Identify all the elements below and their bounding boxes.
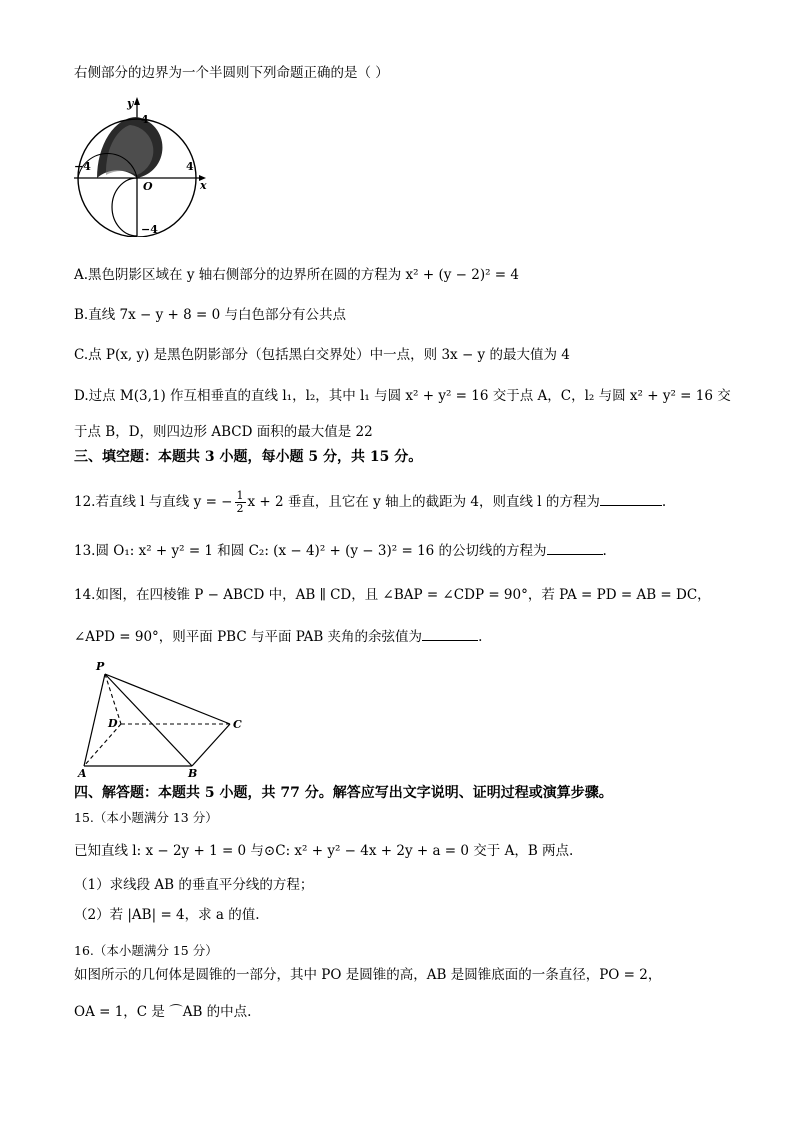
q15-stem: 已知直线 l: x − 2y + 1 = 0 与⊙C: x² + y² − 4x + 2y + a = 0 交于 A，B 两点. <box>74 843 574 859</box>
edge-pb <box>105 674 192 766</box>
option-c: C.点 P(x, y) 是黑色阴影部分（包括黑白交界处）中一点，则 3x − y 的最大值为 4 <box>74 347 570 363</box>
lower-inner-arc <box>112 178 137 236</box>
q15-header: 15.（本小题满分 13 分） <box>74 810 218 825</box>
label-top-4: 4 <box>141 113 149 126</box>
q14-answer-blank[interactable] <box>422 628 478 641</box>
label-y: y <box>127 97 134 110</box>
label-c: C <box>233 718 242 731</box>
intro-line: 右侧部分的边界为一个半圆则下列命题正确的是（ ） <box>74 65 389 81</box>
q12-end: . <box>661 494 667 510</box>
question-13 <box>74 542 607 560</box>
q12-numerator: 1 <box>236 489 244 502</box>
q12-pre: 12.若直线 l 与直线 y = − <box>74 494 233 510</box>
edge-pc <box>105 674 230 724</box>
y-axis-arrow <box>134 97 140 105</box>
question-14-line2 <box>74 628 482 646</box>
label-bottom-neg4: −4 <box>141 223 158 236</box>
label-a: A <box>78 767 87 778</box>
figure-pyramid-diagram <box>72 660 252 778</box>
q14-line1: 14.如图，在四棱锥 P − ABCD 中，AB ∥ CD，且 ∠BAP = ∠CDP = 90°，若 PA = PD = AB = DC， <box>74 587 711 603</box>
edge-pa <box>84 674 105 766</box>
figure-circle-diagram <box>72 97 222 237</box>
q12-answer-blank[interactable] <box>600 493 662 506</box>
label-left-neg4: −4 <box>74 160 91 173</box>
edge-bc <box>192 724 230 766</box>
edge-da <box>84 724 121 766</box>
q13-answer-blank[interactable] <box>547 542 603 555</box>
q16-header: 16.（本小题满分 15 分） <box>74 943 218 958</box>
label-x: x <box>200 179 207 192</box>
option-b: B.直线 7x − y + 8 = 0 与白色部分有公共点 <box>74 307 346 323</box>
question-12 <box>74 490 666 515</box>
label-p: P <box>96 660 105 673</box>
q14-line2: ∠APD = 90°，则平面 PBC 与平面 PAB 夹角的余弦值为 <box>74 629 423 645</box>
q12-denominator: 2 <box>236 502 244 515</box>
q15-part1: （1）求线段 AB 的垂直平分线的方程； <box>74 877 314 893</box>
q14-end: . <box>478 629 483 645</box>
q13-text: 13.圆 O₁: x² + y² = 1 和圆 C₂: (x − 4)² + (y − 3)² = 16 的公切线的方程为 <box>74 543 547 559</box>
q15-part2: （2）若 |AB| = 4，求 a 的值. <box>74 907 260 923</box>
q16-line2: OA = 1，C 是 ⌒AB 的中点. <box>74 1004 252 1020</box>
q16-line1: 如图所示的几何体是圆锥的一部分，其中 PO 是圆锥的高，AB 是圆锥底面的一条直径，PO = 2， <box>74 967 662 983</box>
label-origin: O <box>143 180 153 193</box>
q12-post: x + 2 垂直，且它在 y 轴上的截距为 4，则直线 l 的方程为 <box>247 494 600 510</box>
section-4-heading: 四、解答题：本题共 5 小题，共 77 分。解答应写出文字说明、证明过程或演算步骤。 <box>74 785 613 801</box>
option-d-line1: D.过点 M(3,1) 作互相垂直的直线 l₁，l₂，其中 l₁ 与圆 x² + y² = 16 交于点 A，C，l₂ 与圆 x² + y² = 16 交 <box>74 388 731 404</box>
label-d: D <box>108 717 118 730</box>
option-a: A.黑色阴影区域在 y 轴右侧部分的边界所在圆的方程为 x² + (y − 2)² = 4 <box>74 267 519 283</box>
section-3-heading: 三、填空题：本题共 3 小题，每小题 5 分，共 15 分。 <box>74 449 423 465</box>
option-d-line2: 于点 B，D，则四边形 ABCD 面积的最大值是 22 <box>74 424 373 440</box>
label-right-4: 4 <box>186 160 194 173</box>
q13-end: . <box>602 543 607 559</box>
q12-fraction <box>235 490 246 515</box>
label-b: B <box>188 767 198 778</box>
